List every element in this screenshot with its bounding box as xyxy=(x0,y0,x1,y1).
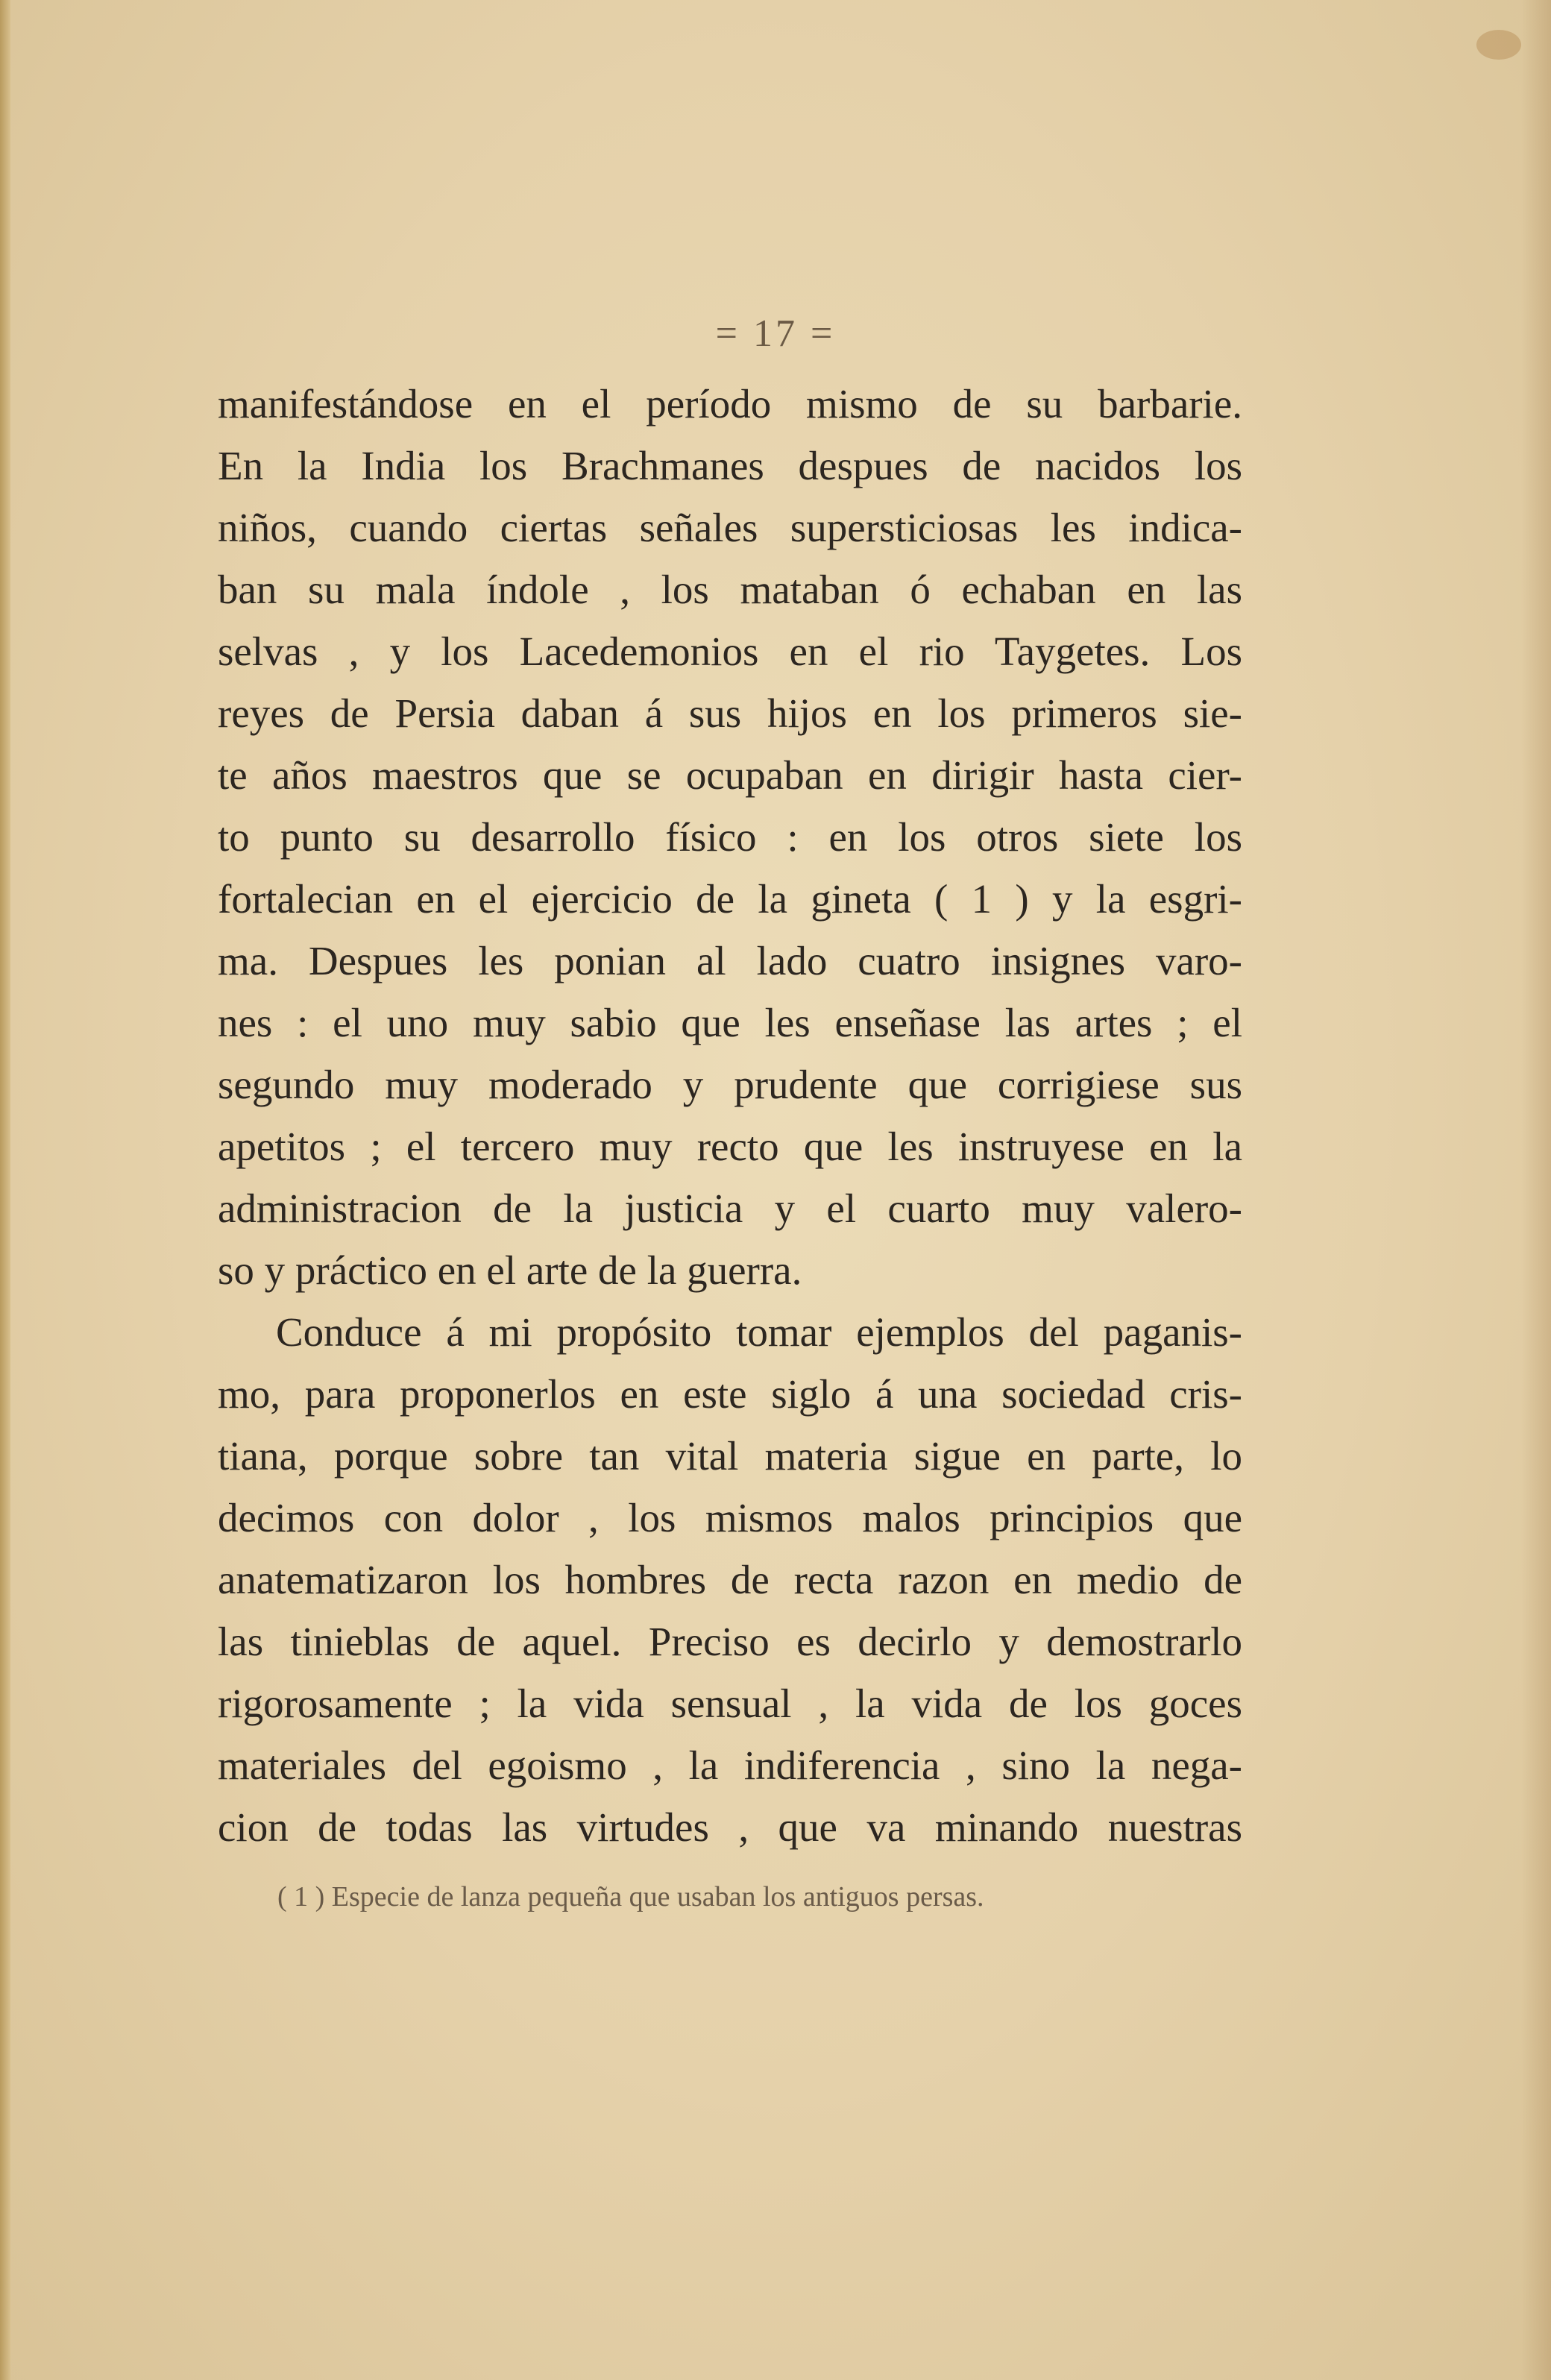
text-line: apetitos ; el tercero muy recto que les instruyese en la xyxy=(218,1124,1242,1169)
page-stain xyxy=(1476,30,1521,60)
body-text xyxy=(218,373,1242,1858)
text-line: las tinieblas de aquel. Preciso es decirlo y demostrarlo xyxy=(218,1619,1242,1664)
text-line: decimos con dolor , los mismos malos principios que xyxy=(218,1495,1242,1540)
text-line: anatematizaron los hombres de recta razon en medio de xyxy=(218,1557,1242,1602)
text-line: to punto su desarrollo físico : en los otros siete los xyxy=(218,814,1242,860)
page-right-edge xyxy=(1521,0,1551,2380)
footnote: ( 1 ) Especie de lanza pequeña que usaban los antiguos persas. xyxy=(277,1881,984,1912)
text-line: ban su mala índole , los mataban ó echaban en las xyxy=(218,567,1242,612)
page-left-edge xyxy=(0,0,10,2380)
text-line: mo, para proponerlos en este siglo á una sociedad cris- xyxy=(218,1371,1242,1417)
text-line: cion de todas las virtudes , que va minando nuestras xyxy=(218,1804,1242,1850)
text-line: En la India los Brachmanes despues de nacidos los xyxy=(218,443,1242,488)
text-line: rigorosamente ; la vida sensual , la vida de los goces xyxy=(218,1681,1242,1726)
page-number: = 17 = xyxy=(715,312,836,355)
text-line: manifestándose en el período mismo de su barbarie. xyxy=(218,381,1242,426)
text-line: segundo muy moderado y prudente que corrigiese sus xyxy=(218,1062,1242,1107)
text-line: materiales del egoismo , la indiferencia , sino la nega- xyxy=(218,1742,1242,1788)
text-line: nes : el uno muy sabio que les enseñase las artes ; el xyxy=(218,1000,1242,1045)
text-line: administracion de la justicia y el cuarto muy valero- xyxy=(218,1186,1242,1231)
text-line: Conduce á mi propósito tomar ejemplos del paganis- xyxy=(276,1309,1242,1355)
text-line: so y práctico en el arte de la guerra. xyxy=(218,1247,802,1293)
text-line: ma. Despues les ponian al lado cuatro insignes varo- xyxy=(218,938,1242,983)
text-line: te años maestros que se ocupaban en dirigir hasta cier- xyxy=(218,752,1242,798)
text-line: selvas , y los Lacedemonios en el rio Taygetes. Los xyxy=(218,629,1242,674)
text-line: fortalecian en el ejercicio de la gineta ( 1 ) y la esgri- xyxy=(218,876,1242,922)
text-line: niños, cuando ciertas señales supersticiosas les indica- xyxy=(218,505,1242,550)
text-line: reyes de Persia daban á sus hijos en los primeros sie- xyxy=(218,690,1242,736)
text-line: tiana, porque sobre tan vital materia sigue en parte, lo xyxy=(218,1433,1242,1479)
